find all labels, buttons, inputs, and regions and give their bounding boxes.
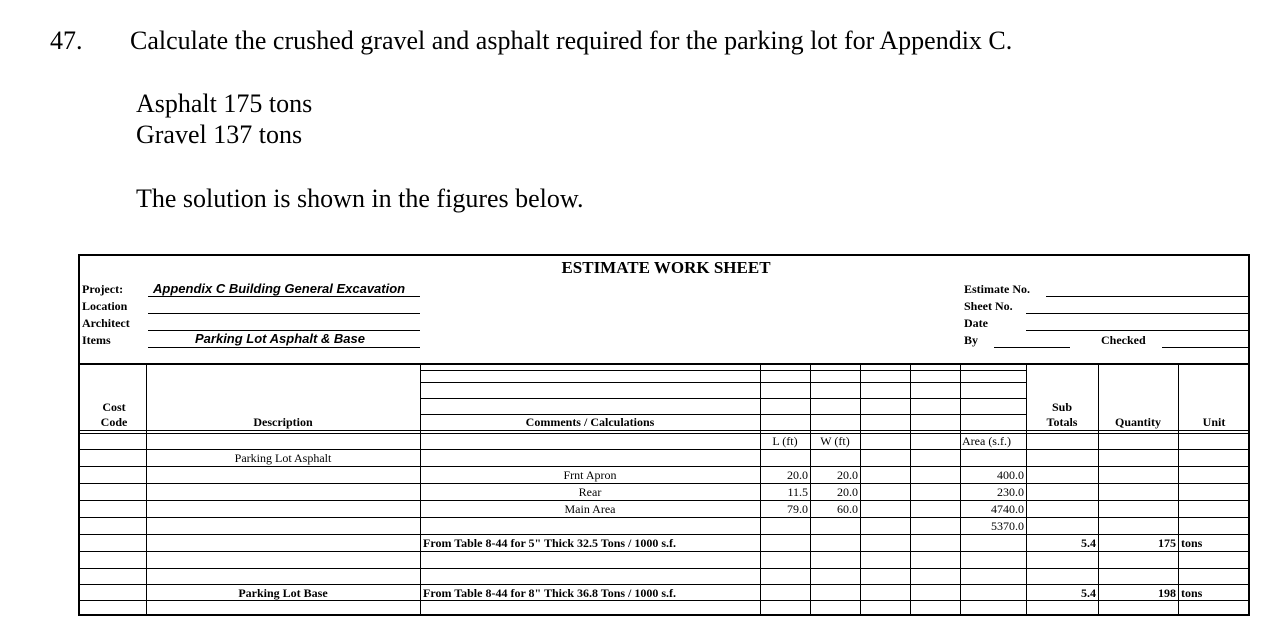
row-area: 230.0 <box>997 485 1024 499</box>
items-label: Items <box>82 333 111 347</box>
row-name: Rear <box>578 485 602 499</box>
date-label: Date <box>964 316 988 330</box>
row-area: 4740.0 <box>991 502 1024 516</box>
area-header: Area (s.f.) <box>962 434 1011 448</box>
row-length: 79.0 <box>787 502 808 516</box>
asphalt-description: Parking Lot Asphalt <box>234 451 332 465</box>
row-name: Frnt Apron <box>563 468 617 482</box>
asphalt-comment: From Table 8-44 for 5" Thick 32.5 Tons / 1000 s.f. <box>423 536 677 550</box>
row-area: 400.0 <box>997 468 1024 482</box>
checked-label: Checked <box>1101 333 1146 347</box>
row-width: 60.0 <box>837 502 858 516</box>
question-number: 47. <box>50 26 83 55</box>
asphalt-quantity: 175 <box>1158 536 1176 550</box>
description-header: Description <box>253 415 313 429</box>
answer-asphalt: Asphalt 175 tons <box>136 89 313 118</box>
length-header: L (ft) <box>772 434 798 448</box>
question-text: Calculate the crushed gravel and asphalt required for the parking lot for Appendix C. <box>130 26 1013 55</box>
quantity-header: Quantity <box>1114 415 1161 429</box>
location-label: Location <box>82 299 128 313</box>
estimate-work-sheet <box>78 254 1250 616</box>
comments-header: Comments / Calculations <box>525 415 655 429</box>
items-value: Parking Lot Asphalt & Base <box>195 331 365 346</box>
row-width: 20.0 <box>837 485 858 499</box>
cost-code-header: Cost Code <box>100 400 128 429</box>
base-description: Parking Lot Base <box>238 586 328 600</box>
row-length: 20.0 <box>787 468 808 482</box>
answer-gravel: Gravel 137 tons <box>136 120 303 149</box>
row-width: 20.0 <box>837 468 858 482</box>
estimate-no-label: Estimate No. <box>964 282 1030 296</box>
width-header: W (ft) <box>820 434 850 448</box>
asphalt-sub-total: 5.4 <box>1081 536 1096 550</box>
project-value: Appendix C Building General Excavation <box>153 281 406 296</box>
asphalt-unit: tons <box>1181 536 1203 550</box>
project-label: Project: <box>82 282 124 296</box>
total-area: 5370.0 <box>991 519 1024 533</box>
row-name: Main Area <box>564 502 616 516</box>
base-sub-total: 5.4 <box>1081 586 1096 600</box>
base-quantity: 198 <box>1158 586 1176 600</box>
base-unit: tons <box>1181 586 1203 600</box>
sheet-no-label: Sheet No. <box>964 299 1013 313</box>
base-comment: From Table 8-44 for 8" Thick 36.8 Tons / 1000 s.f. <box>423 586 677 600</box>
sheet-title: ESTIMATE WORK SHEET <box>561 258 771 277</box>
solution-note: The solution is shown in the figures below. <box>136 184 584 213</box>
unit-header: Unit <box>1202 415 1226 429</box>
sub-totals-header: Sub Totals <box>1046 400 1078 429</box>
row-length: 11.5 <box>787 485 808 499</box>
architect-label: Architect <box>82 316 130 330</box>
by-label: By <box>964 333 979 347</box>
